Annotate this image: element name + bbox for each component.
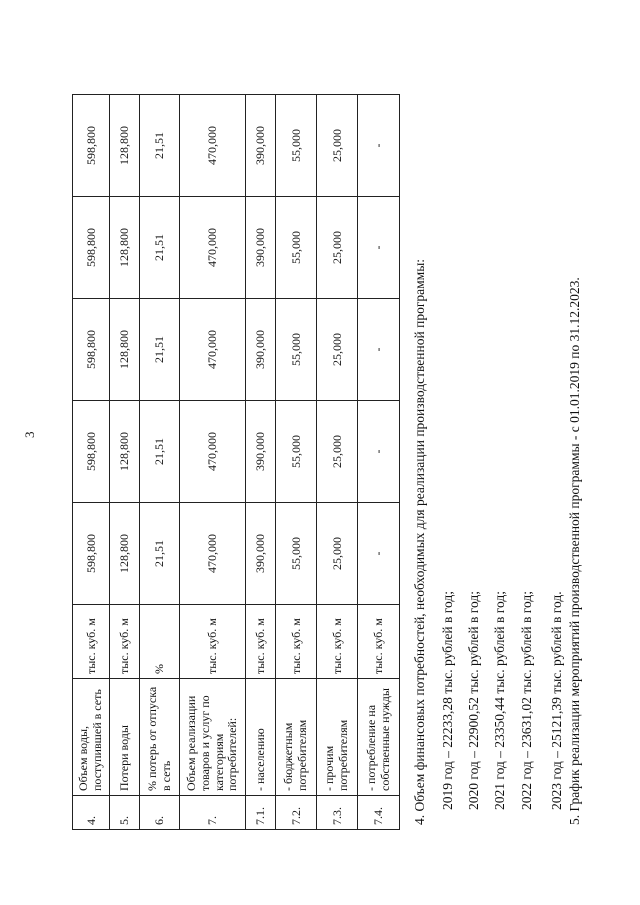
value-cell: 470,000	[180, 197, 246, 299]
unit-cell: тыс. куб. м	[110, 605, 140, 679]
value-cell: 598,800	[73, 299, 110, 401]
row-number-cell: 7.4.	[358, 796, 400, 830]
unit-cell: тыс. куб. м	[317, 605, 358, 679]
value-cell: 21,51	[140, 95, 180, 197]
value-cell: 470,000	[180, 299, 246, 401]
value-cell: 128,800	[110, 197, 140, 299]
value-cell: 21,51	[140, 299, 180, 401]
unit-cell: тыс. куб. м	[276, 605, 317, 679]
value-cell: 470,000	[180, 95, 246, 197]
value-cell: 55,000	[276, 95, 317, 197]
table-row	[180, 95, 246, 830]
value-cell: 25,000	[317, 197, 358, 299]
table-row	[73, 95, 110, 830]
section-4-heading: 4. Объем финансовых потребностей, необходимых для реализации производственной программы:	[412, 258, 427, 825]
value-cell: 21,51	[140, 503, 180, 605]
value-cell: 598,800	[73, 401, 110, 503]
indicator-name-cell: - прочим потребителям	[317, 679, 358, 796]
indicator-name-cell: - потребление на собственные нужды	[358, 679, 400, 796]
unit-cell: тыс. куб. м	[246, 605, 276, 679]
finance-line-2023: 2023 год – 25121,39 тыс. рублей в год.	[549, 591, 564, 810]
section-5-heading: 5. График реализации мероприятий производственной программы - с 01.01.2019 по 31.12.2023.	[567, 277, 582, 825]
table-row	[317, 95, 358, 830]
finance-line-2020: 2020 год – 22900,52 тыс. рублей в год;	[466, 591, 481, 810]
value-cell: 128,800	[110, 401, 140, 503]
page-number: 3	[22, 431, 37, 438]
value-cell: 128,800	[110, 503, 140, 605]
table-row	[358, 95, 400, 830]
table-row	[110, 95, 140, 830]
indicator-name-cell: Объем воды, поступившей в сеть	[73, 679, 110, 796]
row-number-cell: 7.	[180, 796, 246, 830]
indicator-name-cell: Потери воды	[110, 679, 140, 796]
unit-cell: тыс. куб. м	[180, 605, 246, 679]
value-cell: 470,000	[180, 401, 246, 503]
value-cell: 55,000	[276, 503, 317, 605]
row-number-cell: 7.3.	[317, 796, 358, 830]
production-program-table	[72, 94, 400, 830]
row-number-cell: 5.	[110, 796, 140, 830]
finance-line-2022: 2022 год – 23631,02 тыс. рублей в год;	[519, 591, 534, 810]
value-cell: 470,000	[180, 503, 246, 605]
row-number-cell: 7.2.	[276, 796, 317, 830]
indicator-name-cell: % потерь от отпуска в сеть	[140, 679, 180, 796]
value-cell: 128,800	[110, 299, 140, 401]
value-cell: -	[358, 197, 400, 299]
value-cell: 21,51	[140, 401, 180, 503]
table-row	[276, 95, 317, 830]
value-cell: -	[358, 95, 400, 197]
row-number-cell: 4.	[73, 796, 110, 830]
value-cell: 598,800	[73, 503, 110, 605]
value-cell: -	[358, 401, 400, 503]
value-cell: 390,000	[246, 95, 276, 197]
row-number-cell: 6.	[140, 796, 180, 830]
value-cell: 25,000	[317, 401, 358, 503]
indicator-name-cell: - населению	[246, 679, 276, 796]
unit-cell: тыс. куб. м	[73, 605, 110, 679]
finance-line-2019: 2019 год – 22233,28 тыс. рублей в год;	[440, 591, 455, 810]
value-cell: -	[358, 299, 400, 401]
value-cell: 128,800	[110, 95, 140, 197]
value-cell: 390,000	[246, 299, 276, 401]
value-cell: 390,000	[246, 503, 276, 605]
row-number-cell: 7.1.	[246, 796, 276, 830]
table-row	[246, 95, 276, 830]
value-cell: 25,000	[317, 503, 358, 605]
value-cell: 25,000	[317, 95, 358, 197]
value-cell: 25,000	[317, 299, 358, 401]
value-cell: 598,800	[73, 197, 110, 299]
unit-cell: тыс. куб. м	[358, 605, 400, 679]
indicator-name-cell: Объем реализации товаров и услуг по категориям потребителей:	[180, 679, 246, 796]
unit-cell: %	[140, 605, 180, 679]
value-cell: -	[358, 503, 400, 605]
value-cell: 55,000	[276, 401, 317, 503]
indicator-name-cell: - бюджетным потребителям	[276, 679, 317, 796]
value-cell: 55,000	[276, 299, 317, 401]
value-cell: 21,51	[140, 197, 180, 299]
value-cell: 390,000	[246, 197, 276, 299]
finance-line-2021: 2021 год – 23350,44 тыс. рублей в год;	[492, 591, 507, 810]
value-cell: 598,800	[73, 95, 110, 197]
table-row	[140, 95, 180, 830]
value-cell: 390,000	[246, 401, 276, 503]
value-cell: 55,000	[276, 197, 317, 299]
